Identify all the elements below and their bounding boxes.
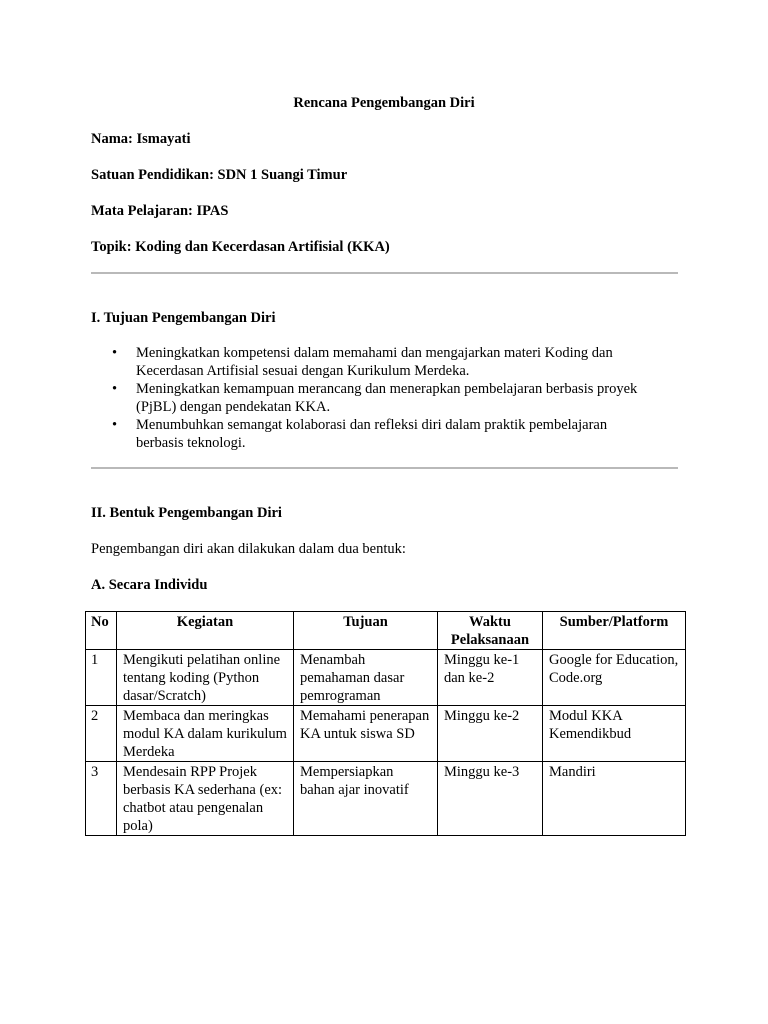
column-header-no: No xyxy=(86,612,117,650)
table-cell-kegiatan: Mengikuti pelatihan online tentang koding (Python dasar/Scratch) xyxy=(117,650,294,706)
column-header-kegiatan: Kegiatan xyxy=(117,612,294,650)
goal-item: • Meningkatkan kompetensi dalam memahami dan mengajarkan materi Koding dan Kecerdasan Artifisial sesuai dengan Kurikulum Merdeka. xyxy=(91,344,651,380)
column-header-waktu: Waktu Pelaksanaan xyxy=(438,612,543,650)
table-row xyxy=(86,706,686,762)
table-cell-no: 1 xyxy=(86,650,117,706)
horizontal-divider xyxy=(91,272,678,274)
table-cell-kegiatan: Membaca dan meringkas modul KA dalam kurikulum Merdeka xyxy=(117,706,294,762)
table-cell-no: 3 xyxy=(86,762,117,836)
section-heading-goals: I. Tujuan Pengembangan Diri xyxy=(91,310,276,326)
table-cell-sumber: Mandiri xyxy=(543,762,686,836)
horizontal-divider xyxy=(91,467,678,469)
goals-list xyxy=(91,344,651,452)
table-cell-sumber: Google for Education, Code.org xyxy=(543,650,686,706)
section-intro: Pengembangan diri akan dilakukan dalam dua bentuk: xyxy=(91,541,406,557)
column-header-sumber: Sumber/Platform xyxy=(543,612,686,650)
table-cell-sumber: Modul KKA Kemendikbud xyxy=(543,706,686,762)
column-header-tujuan: Tujuan xyxy=(294,612,438,650)
document-title: Rencana Pengembangan Diri xyxy=(293,95,475,111)
table-row xyxy=(86,762,686,836)
name-line: Nama: Ismayati xyxy=(91,131,191,147)
table-cell-tujuan: Mempersiapkan bahan ajar inovatif xyxy=(294,762,438,836)
activity-table xyxy=(85,611,686,836)
table-cell-waktu: Minggu ke-3 xyxy=(438,762,543,836)
table-cell-waktu: Minggu ke-2 xyxy=(438,706,543,762)
section-heading-forms: II. Bentuk Pengembangan Diri xyxy=(91,505,282,521)
table-cell-waktu: Minggu ke-1 dan ke-2 xyxy=(438,650,543,706)
table-header-row xyxy=(86,612,686,650)
table-cell-tujuan: Menambah pemahaman dasar pemrograman xyxy=(294,650,438,706)
table-row xyxy=(86,650,686,706)
subject-line: Mata Pelajaran: IPAS xyxy=(91,203,229,219)
topic-line: Topik: Koding dan Kecerdasan Artifisial (KKA) xyxy=(91,239,390,255)
table-cell-no: 2 xyxy=(86,706,117,762)
school-line: Satuan Pendidikan: SDN 1 Suangi Timur xyxy=(91,167,348,183)
table-cell-kegiatan: Mendesain RPP Projek berbasis KA sederhana (ex: chatbot atau pengenalan pola) xyxy=(117,762,294,836)
goal-item: • Meningkatkan kemampuan merancang dan menerapkan pembelajaran berbasis proyek (PjBL) dengan pendekatan KKA. xyxy=(91,380,651,416)
table-cell-tujuan: Memahami penerapan KA untuk siswa SD xyxy=(294,706,438,762)
goal-item: • Menumbuhkan semangat kolaborasi dan refleksi diri dalam praktik pembelajaran berbasis teknologi. xyxy=(91,416,651,452)
subsection-heading-individual: A. Secara Individu xyxy=(91,577,208,593)
